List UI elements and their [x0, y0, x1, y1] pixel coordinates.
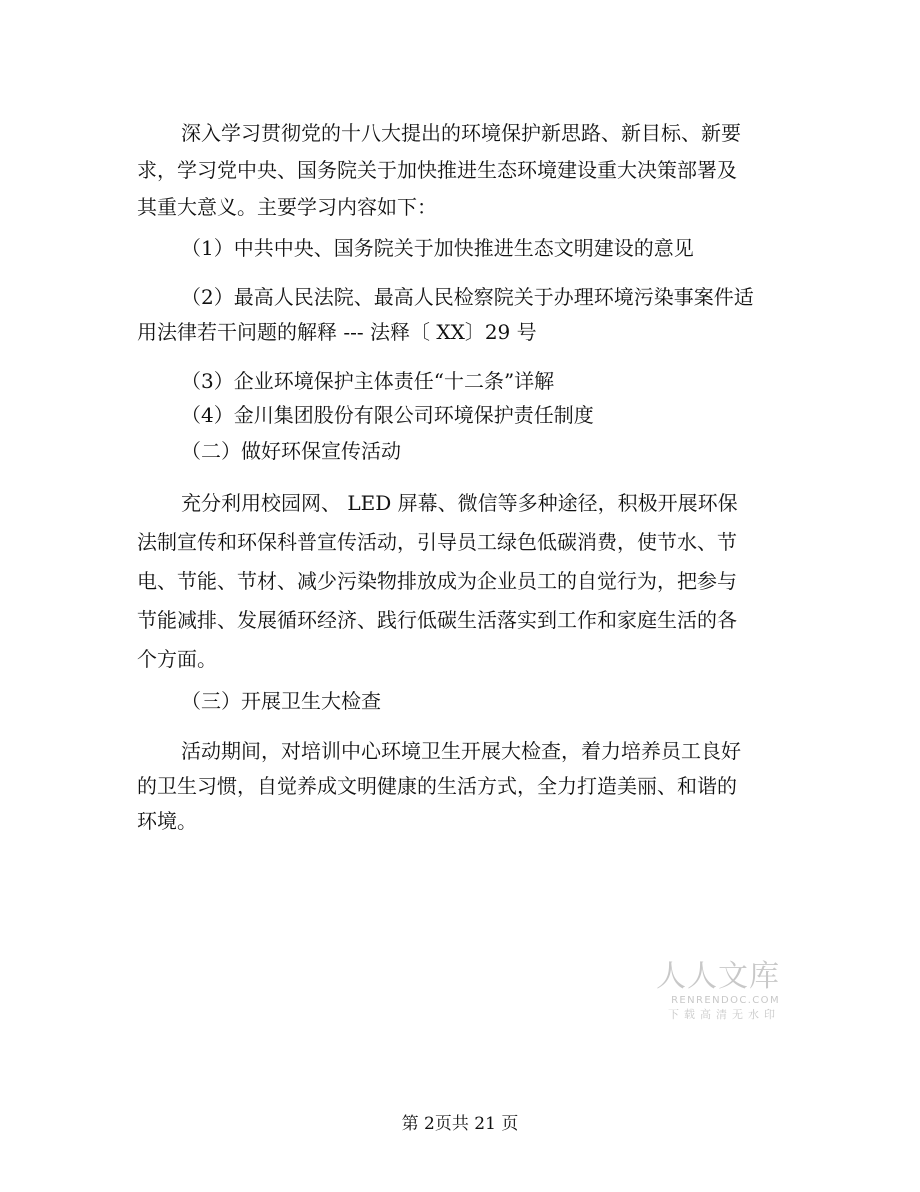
list-item: （1）中共中央、国务院关于加快推进生态文明建设的意见	[181, 236, 694, 260]
section-heading: （二）做好环保宣传活动	[181, 439, 401, 463]
paragraph-line: 环境。	[137, 809, 197, 833]
paragraph-line: 法制宣传和环保科普宣传活动，引导员工绿色低碳消费，使节水、节	[137, 530, 737, 554]
paragraph-line: 求，学习党中央、国务院关于加快推进生态环境建设重大决策部署及	[137, 158, 737, 182]
watermark-title: 人人文库	[656, 959, 780, 994]
paragraph-line: 深入学习贯彻党的十八大提出的环境保护新思路、新目标、新要	[181, 121, 741, 145]
list-item: （4）金川集团股份有限公司环境保护责任制度	[181, 403, 594, 427]
watermark-logo	[640, 960, 780, 1022]
watermark-subtitle: 下载高清无水印	[668, 1008, 780, 1021]
paragraph-line: 电、节能、节材、减少污染物排放成为企业员工的自觉行为，把参与	[137, 569, 737, 593]
list-item-continuation: 用法律若干问题的解释 --- 法释〔 XX〕29 号	[137, 320, 537, 344]
section-heading: （三）开展卫生大检查	[181, 689, 381, 713]
paragraph-line: 充分利用校园网、 LED 屏幕、微信等多种途径，积极开展环保	[181, 491, 738, 515]
list-item: （2）最高人民法院、最高人民检察院关于办理环境污染事案件适	[181, 285, 754, 309]
paragraph-line: 活动期间，对培训中心环境卫生开展大检查，着力培养员工良好	[181, 739, 741, 763]
paragraph-line: 节能减排、发展循环经济、践行低碳生活落实到工作和家庭生活的各	[137, 608, 737, 632]
page-number: 第 2页共 21 页	[401, 1114, 519, 1134]
paragraph-line: 个方面。	[137, 647, 217, 671]
paragraph-line: 的卫生习惯，自觉养成文明健康的生活方式，全力打造美丽、和谐的	[137, 774, 737, 798]
list-item: （3）企业环境保护主体责任“十二条”详解	[181, 369, 555, 393]
paragraph-line: 其重大意义。主要学习内容如下：	[137, 195, 437, 219]
watermark-domain: RENRENDOC.COM	[671, 995, 780, 1006]
